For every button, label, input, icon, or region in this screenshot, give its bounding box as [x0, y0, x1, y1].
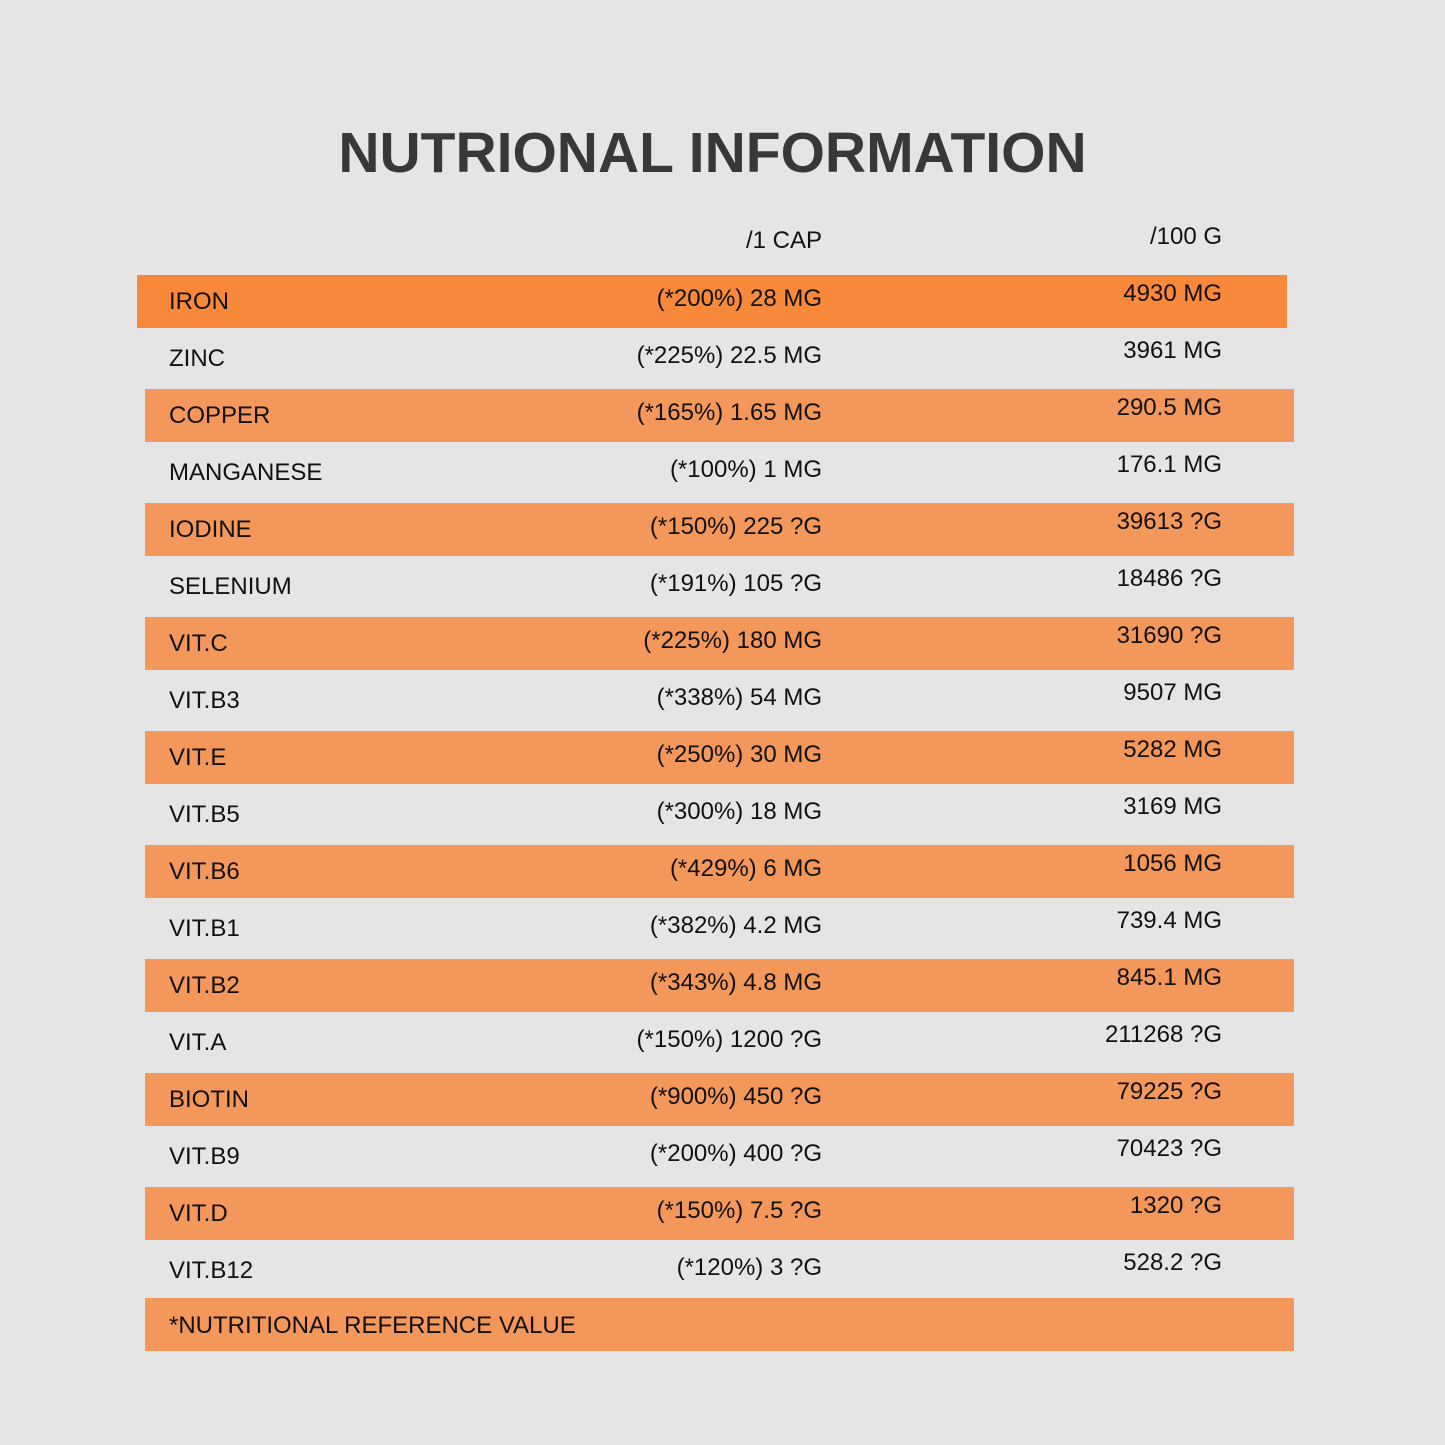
- footnote-row: [145, 1298, 1294, 1351]
- per-100g-value: 845.1 MG: [1116, 964, 1222, 991]
- table-row: [145, 674, 1294, 727]
- column-header-per-100g: /100 G: [1149, 223, 1222, 250]
- per-cap-value: (*200%) 28 MG: [656, 285, 822, 312]
- per-cap-value: (*343%) 4.8 MG: [649, 969, 822, 996]
- table-row: [145, 959, 1294, 1012]
- per-cap-value: (*150%) 1200 ?G: [636, 1026, 822, 1053]
- table-row: [145, 1073, 1294, 1126]
- per-cap-value: (*250%) 30 MG: [656, 741, 822, 768]
- per-cap-value: (*382%) 4.2 MG: [649, 912, 822, 939]
- table-row: [145, 845, 1294, 898]
- table-row: [145, 389, 1294, 442]
- page-title: NUTRIONAL INFORMATION: [338, 121, 1087, 185]
- per-cap-value: (*200%) 400 ?G: [649, 1140, 822, 1167]
- nutrient-name: MANGANESE: [169, 459, 323, 486]
- per-100g-value: 5282 MG: [1123, 736, 1222, 763]
- per-cap-value: (*300%) 18 MG: [656, 798, 822, 825]
- nutrient-name: BIOTIN: [169, 1086, 250, 1113]
- table-row: [145, 446, 1294, 499]
- per-cap-value: (*120%) 3 ?G: [676, 1254, 822, 1281]
- nutrient-name: COPPER: [169, 402, 271, 429]
- nutrient-name: SELENIUM: [169, 573, 292, 600]
- table-row: [145, 1244, 1294, 1297]
- per-100g-value: 9507 MG: [1123, 679, 1222, 706]
- per-cap-value: (*338%) 54 MG: [656, 684, 822, 711]
- per-cap-value: (*225%) 180 MG: [643, 627, 822, 654]
- per-100g-value: 39613 ?G: [1116, 508, 1222, 535]
- per-cap-value: (*429%) 6 MG: [669, 855, 822, 882]
- nutrient-name: VIT.B6: [169, 858, 240, 885]
- per-100g-value: 1320 ?G: [1129, 1192, 1222, 1219]
- table-row: [145, 332, 1294, 385]
- nutrient-name: VIT.B3: [169, 687, 240, 714]
- per-100g-value: 31690 ?G: [1116, 622, 1222, 649]
- per-cap-value: (*225%) 22.5 MG: [636, 342, 822, 369]
- per-cap-value: (*100%) 1 MG: [669, 456, 822, 483]
- table-row: [145, 788, 1294, 841]
- table-row: [145, 1130, 1294, 1183]
- nutrient-name: VIT.B1: [169, 915, 240, 942]
- table-row: [145, 503, 1294, 556]
- per-cap-value: (*150%) 225 ?G: [649, 513, 822, 540]
- table-row: [145, 1187, 1294, 1240]
- per-cap-value: (*165%) 1.65 MG: [636, 399, 822, 426]
- nutrient-name: VIT.B9: [169, 1143, 240, 1170]
- table-row: [145, 1016, 1294, 1069]
- table-row: [145, 560, 1294, 613]
- nutrient-name: IRON: [169, 288, 229, 315]
- table-row: [137, 275, 1287, 328]
- per-100g-value: 3169 MG: [1123, 793, 1222, 820]
- per-100g-value: 3961 MG: [1123, 337, 1222, 364]
- nutrient-name: VIT.B5: [169, 801, 240, 828]
- per-100g-value: 211268 ?G: [1105, 1021, 1222, 1048]
- nutrient-name: VIT.A: [169, 1029, 227, 1056]
- per-100g-value: 70423 ?G: [1116, 1135, 1222, 1162]
- nutrient-name: IODINE: [169, 516, 252, 543]
- table-row: [145, 902, 1294, 955]
- per-100g-value: 739.4 MG: [1116, 907, 1222, 934]
- per-100g-value: 4930 MG: [1123, 280, 1222, 307]
- per-100g-value: 176.1 MG: [1116, 451, 1222, 478]
- per-100g-value: 528.2 ?G: [1123, 1249, 1222, 1276]
- per-100g-value: 290.5 MG: [1116, 394, 1222, 421]
- nutrient-name: VIT.B12: [169, 1257, 254, 1284]
- nutrient-name: VIT.C: [169, 630, 228, 657]
- footnote-text: *NUTRITIONAL REFERENCE VALUE: [169, 1312, 576, 1339]
- per-100g-value: 18486 ?G: [1116, 565, 1222, 592]
- per-cap-value: (*150%) 7.5 ?G: [656, 1197, 822, 1224]
- nutrient-name: VIT.D: [169, 1200, 228, 1227]
- column-header-per-cap: /1 CAP: [745, 227, 822, 254]
- table-row: [145, 731, 1294, 784]
- nutrient-name: ZINC: [169, 345, 225, 372]
- nutrient-name: VIT.E: [169, 744, 227, 771]
- table-row: [145, 617, 1294, 670]
- nutrient-name: VIT.B2: [169, 972, 240, 999]
- per-cap-value: (*191%) 105 ?G: [649, 570, 822, 597]
- per-100g-value: 79225 ?G: [1116, 1078, 1222, 1105]
- per-100g-value: 1056 MG: [1123, 850, 1222, 877]
- per-cap-value: (*900%) 450 ?G: [649, 1083, 822, 1110]
